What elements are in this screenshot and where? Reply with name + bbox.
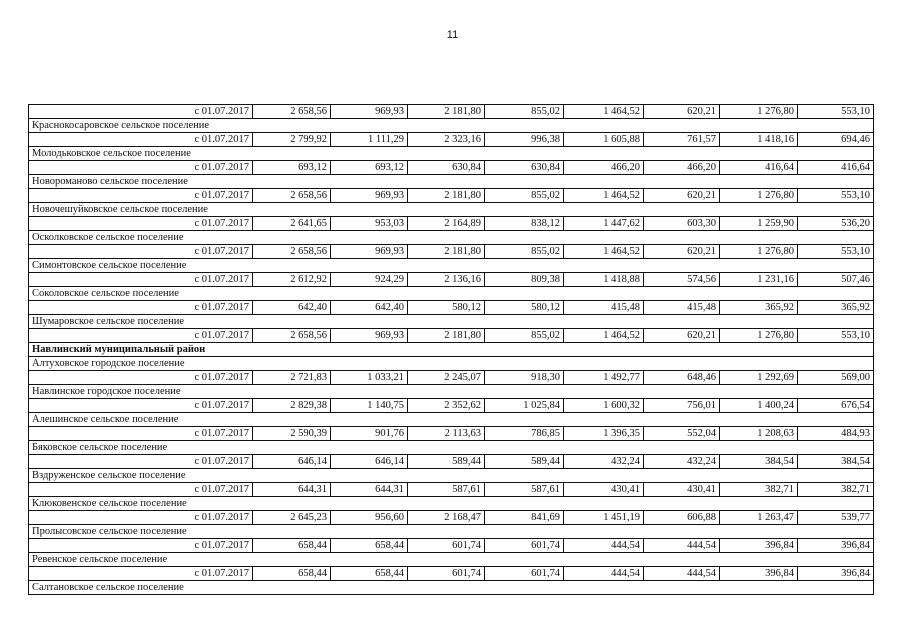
tariff-value: 589,44	[408, 455, 485, 469]
tariff-value: 1 231,16	[720, 273, 798, 287]
tariff-value: 601,74	[408, 539, 485, 553]
date-label: с 01.07.2017	[29, 427, 253, 441]
tariff-value: 1 605,88	[564, 133, 644, 147]
tariff-value: 855,02	[485, 105, 564, 119]
tariff-value: 2 658,56	[253, 105, 331, 119]
settlement-name: Молодьковское сельское поселение	[29, 147, 874, 161]
tariff-value: 1 418,88	[564, 273, 644, 287]
settlement-name: Осколковское сельское поселение	[29, 231, 874, 245]
tariff-value: 365,92	[720, 301, 798, 315]
tariff-value: 855,02	[485, 189, 564, 203]
date-label: с 01.07.2017	[29, 455, 253, 469]
settlement-row	[29, 581, 874, 595]
tariff-value: 1 033,21	[331, 371, 408, 385]
tariff-value: 646,14	[331, 455, 408, 469]
tariff-value: 2 829,38	[253, 399, 331, 413]
tariff-value: 396,84	[720, 567, 798, 581]
tariff-value: 969,93	[331, 105, 408, 119]
tariff-value: 1 464,52	[564, 245, 644, 259]
tariff-value: 2 323,16	[408, 133, 485, 147]
date-label: с 01.07.2017	[29, 539, 253, 553]
tariff-value: 432,24	[564, 455, 644, 469]
tariff-value: 969,93	[331, 329, 408, 343]
tariff-value: 2 181,80	[408, 189, 485, 203]
table-row	[29, 567, 874, 581]
table-row	[29, 399, 874, 413]
tariff-value: 2 352,62	[408, 399, 485, 413]
tariff-value: 676,54	[798, 399, 874, 413]
tariff-value: 2 181,80	[408, 245, 485, 259]
settlement-name: Новочешуйковское сельское поселение	[29, 203, 874, 217]
tariff-value: 2 658,56	[253, 329, 331, 343]
tariff-value: 1 111,29	[331, 133, 408, 147]
settlement-name: Салтановское сельское поселение	[29, 581, 874, 595]
tariff-value: 601,74	[485, 539, 564, 553]
tariff-value: 1 025,84	[485, 399, 564, 413]
tariff-value: 589,44	[485, 455, 564, 469]
tariff-value: 444,54	[564, 539, 644, 553]
tariff-value: 809,38	[485, 273, 564, 287]
tariff-value: 539,77	[798, 511, 874, 525]
tariff-value: 658,44	[331, 539, 408, 553]
settlement-name: Алешинское сельское поселение	[29, 413, 874, 427]
settlement-name: Алтуховское городское поселение	[29, 357, 874, 371]
tariff-value: 1 276,80	[720, 189, 798, 203]
tariff-value: 1 208,63	[720, 427, 798, 441]
tariff-value: 2 721,83	[253, 371, 331, 385]
tariff-value: 786,85	[485, 427, 564, 441]
tariff-value: 384,54	[798, 455, 874, 469]
tariff-value: 1 492,77	[564, 371, 644, 385]
settlement-row	[29, 385, 874, 399]
tariff-value: 620,21	[644, 189, 720, 203]
tariff-value: 642,40	[253, 301, 331, 315]
table-row	[29, 245, 874, 259]
settlement-row	[29, 441, 874, 455]
tariff-value: 630,84	[408, 161, 485, 175]
tariff-value: 1 418,16	[720, 133, 798, 147]
tariff-value: 2 590,39	[253, 427, 331, 441]
date-label: с 01.07.2017	[29, 511, 253, 525]
settlement-row	[29, 259, 874, 273]
date-label: с 01.07.2017	[29, 371, 253, 385]
tariff-value: 574,56	[644, 273, 720, 287]
table-row	[29, 133, 874, 147]
settlement-row	[29, 553, 874, 567]
tariff-value: 553,10	[798, 329, 874, 343]
tariff-value: 396,84	[798, 539, 874, 553]
table-row	[29, 427, 874, 441]
tariff-value: 646,14	[253, 455, 331, 469]
tariff-value: 580,12	[408, 301, 485, 315]
tariff-value: 2 164,89	[408, 217, 485, 231]
tariff-value: 2 113,63	[408, 427, 485, 441]
tariff-value: 396,84	[798, 567, 874, 581]
settlement-row	[29, 147, 874, 161]
tariff-value: 384,54	[720, 455, 798, 469]
tariff-value: 1 276,80	[720, 105, 798, 119]
tariff-value: 2 799,92	[253, 133, 331, 147]
settlement-row	[29, 469, 874, 483]
tariff-value: 855,02	[485, 245, 564, 259]
tariff-value: 658,44	[331, 567, 408, 581]
tariff-value: 2 645,23	[253, 511, 331, 525]
tariff-value: 601,74	[408, 567, 485, 581]
tariff-value: 620,21	[644, 105, 720, 119]
tariff-value: 2 245,07	[408, 371, 485, 385]
settlement-name: Вздруженское сельское поселение	[29, 469, 874, 483]
tariff-value: 648,46	[644, 371, 720, 385]
tariff-value: 553,10	[798, 189, 874, 203]
settlement-name: Шумаровское сельское поселение	[29, 315, 874, 329]
tariff-value: 2 181,80	[408, 329, 485, 343]
table-row	[29, 273, 874, 287]
tariff-value: 587,61	[485, 483, 564, 497]
tariff-value: 430,41	[564, 483, 644, 497]
tariff-value: 2 168,47	[408, 511, 485, 525]
tariff-value: 432,24	[644, 455, 720, 469]
tariff-value: 956,60	[331, 511, 408, 525]
tariff-value: 466,20	[644, 161, 720, 175]
tariff-value: 658,44	[253, 567, 331, 581]
tariff-value: 969,93	[331, 245, 408, 259]
tariff-value: 855,02	[485, 329, 564, 343]
settlement-row	[29, 315, 874, 329]
tariff-value: 587,61	[408, 483, 485, 497]
tariff-value: 918,30	[485, 371, 564, 385]
tariff-value: 2 181,80	[408, 105, 485, 119]
tariff-value: 693,12	[253, 161, 331, 175]
date-label: с 01.07.2017	[29, 273, 253, 287]
tariff-value: 644,31	[253, 483, 331, 497]
tariff-value: 2 136,16	[408, 273, 485, 287]
tariff-value: 466,20	[564, 161, 644, 175]
tariff-value: 658,44	[253, 539, 331, 553]
tariff-value: 415,48	[564, 301, 644, 315]
tariff-value: 1 451,19	[564, 511, 644, 525]
tariff-value: 569,00	[798, 371, 874, 385]
settlement-name: Новороманово сельское поселение	[29, 175, 874, 189]
table-row	[29, 483, 874, 497]
tariff-value: 2 658,56	[253, 245, 331, 259]
date-label: с 01.07.2017	[29, 133, 253, 147]
tariff-value: 552,04	[644, 427, 720, 441]
tariff-value: 924,29	[331, 273, 408, 287]
tariff-value: 1 447,62	[564, 217, 644, 231]
settlement-name: Пролысовское сельское поселение	[29, 525, 874, 539]
tariff-value: 580,12	[485, 301, 564, 315]
tariff-value: 1 263,47	[720, 511, 798, 525]
tariff-value: 969,93	[331, 189, 408, 203]
tariff-value: 444,54	[564, 567, 644, 581]
tariff-value: 644,31	[331, 483, 408, 497]
tariff-value: 1 276,80	[720, 245, 798, 259]
tariff-value: 553,10	[798, 245, 874, 259]
tariff-value: 382,71	[720, 483, 798, 497]
tariff-value: 2 658,56	[253, 189, 331, 203]
district-name: Навлинский муниципальный район	[29, 343, 874, 357]
table-row	[29, 105, 874, 119]
settlement-row	[29, 525, 874, 539]
tariff-value: 601,74	[485, 567, 564, 581]
date-label: с 01.07.2017	[29, 245, 253, 259]
tariff-value: 620,21	[644, 245, 720, 259]
tariff-value: 606,88	[644, 511, 720, 525]
date-label: с 01.07.2017	[29, 105, 253, 119]
date-label: с 01.07.2017	[29, 399, 253, 413]
tariff-value: 382,71	[798, 483, 874, 497]
page-number: 11	[446, 29, 459, 41]
table-row	[29, 161, 874, 175]
date-label: с 01.07.2017	[29, 189, 253, 203]
tariff-value: 484,93	[798, 427, 874, 441]
tariff-value: 444,54	[644, 539, 720, 553]
tariff-value: 694,46	[798, 133, 874, 147]
settlement-row	[29, 287, 874, 301]
tariff-value: 901,76	[331, 427, 408, 441]
settlement-name: Клюковенское сельское поселение	[29, 497, 874, 511]
settlement-row	[29, 497, 874, 511]
tariff-value: 841,69	[485, 511, 564, 525]
tariff-value: 416,64	[798, 161, 874, 175]
tariff-value: 1 140,75	[331, 399, 408, 413]
table-row	[29, 301, 874, 315]
tariff-value: 430,41	[644, 483, 720, 497]
tariff-value: 1 276,80	[720, 329, 798, 343]
tariff-value: 2 612,92	[253, 273, 331, 287]
settlement-row	[29, 231, 874, 245]
table-row	[29, 455, 874, 469]
settlement-row	[29, 203, 874, 217]
tariff-value: 365,92	[798, 301, 874, 315]
tariff-value: 630,84	[485, 161, 564, 175]
settlement-name: Симонтовское сельское поселение	[29, 259, 874, 273]
tariff-value: 1 259,90	[720, 217, 798, 231]
tariff-value: 756,01	[644, 399, 720, 413]
table-row	[29, 329, 874, 343]
tariff-value: 1 600,32	[564, 399, 644, 413]
tariff-value: 2 641,65	[253, 217, 331, 231]
settlement-row	[29, 357, 874, 371]
settlement-name: Бяковское сельское поселение	[29, 441, 874, 455]
settlement-name: Навлинское городское поселение	[29, 385, 874, 399]
settlement-row	[29, 413, 874, 427]
tariff-value: 553,10	[798, 105, 874, 119]
tariff-value: 603,30	[644, 217, 720, 231]
tariff-value: 507,46	[798, 273, 874, 287]
tariff-value: 996,38	[485, 133, 564, 147]
tariff-value: 1 396,35	[564, 427, 644, 441]
district-header-row	[29, 343, 874, 357]
settlement-name: Краснокосаровское сельское поселение	[29, 119, 874, 133]
table-row	[29, 217, 874, 231]
table-row	[29, 511, 874, 525]
tariff-value: 416,64	[720, 161, 798, 175]
settlement-name: Ревенское сельское поселение	[29, 553, 874, 567]
tariff-value: 1 464,52	[564, 329, 644, 343]
date-label: с 01.07.2017	[29, 567, 253, 581]
table-row	[29, 189, 874, 203]
tariff-value: 1 292,69	[720, 371, 798, 385]
table-row	[29, 371, 874, 385]
settlement-row	[29, 175, 874, 189]
tariff-value: 1 464,52	[564, 105, 644, 119]
settlement-row	[29, 119, 874, 133]
date-label: с 01.07.2017	[29, 329, 253, 343]
tariff-value: 1 400,24	[720, 399, 798, 413]
date-label: с 01.07.2017	[29, 161, 253, 175]
tariff-value: 838,12	[485, 217, 564, 231]
tariff-value: 761,57	[644, 133, 720, 147]
tariff-value: 693,12	[331, 161, 408, 175]
tariff-value: 536,20	[798, 217, 874, 231]
tariff-value: 620,21	[644, 329, 720, 343]
tariff-value: 444,54	[644, 567, 720, 581]
table-row	[29, 539, 874, 553]
tariff-table	[28, 104, 874, 595]
tariff-value: 642,40	[331, 301, 408, 315]
settlement-name: Соколовское сельское поселение	[29, 287, 874, 301]
tariff-value: 415,48	[644, 301, 720, 315]
date-label: с 01.07.2017	[29, 483, 253, 497]
tariff-value: 1 464,52	[564, 189, 644, 203]
tariff-value: 396,84	[720, 539, 798, 553]
tariff-value: 953,03	[331, 217, 408, 231]
date-label: с 01.07.2017	[29, 301, 253, 315]
date-label: с 01.07.2017	[29, 217, 253, 231]
